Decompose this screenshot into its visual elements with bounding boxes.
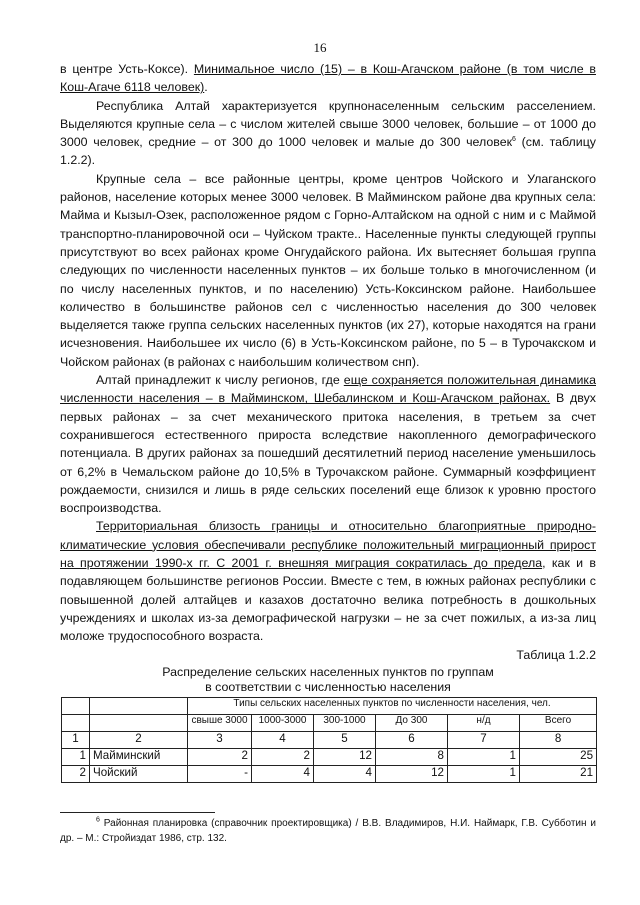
col-number: 2 — [90, 732, 188, 749]
col-header: До 300 — [376, 715, 448, 732]
p4-underlined-text: еще сохраняется положительная динамика численности населения – в Майминском, Шебалинском и Кош-Агачском районах. — [60, 373, 596, 406]
col-number: 7 — [448, 732, 520, 749]
district-name: Чойский — [90, 766, 188, 783]
col-header: свыше 3000 — [188, 715, 252, 732]
table-title-line-2: в соответствии с численностью населения — [205, 680, 451, 694]
footnote — [60, 816, 596, 846]
header-cell-empty — [62, 698, 90, 715]
settlements-table — [61, 697, 597, 783]
table-cell: 21 — [520, 766, 597, 783]
table-cell: 2 — [252, 749, 314, 766]
header-cell-empty — [90, 715, 188, 732]
table-header-row — [62, 698, 597, 715]
row-number: 2 — [62, 766, 90, 783]
district-name: Майминский — [90, 749, 188, 766]
footnote-text: Районная планировка (справочник проектировщика) / В.В. Владимиров, Н.И. Наймарк, Г.В. Субботин и др. – М.: Стройиздат 1986, стр. 132. — [60, 818, 596, 844]
header-cell-empty — [62, 715, 90, 732]
table-cell: 12 — [314, 749, 376, 766]
paragraph-5 — [60, 517, 596, 645]
col-number: 5 — [314, 732, 376, 749]
footnote-number: 6 — [96, 816, 100, 824]
paragraph-2 — [60, 97, 596, 170]
col-number: 1 — [62, 732, 90, 749]
paragraph-4 — [60, 371, 596, 517]
col-number: 8 — [520, 732, 597, 749]
table-subheader-row — [62, 715, 597, 732]
p5-underlined-text: Территориальная близость границы и относительно благоприятные природно-климатические условия обеспечивали республике положительный миграционный прирост на протяжении 1990-х гг. С 2001 г. внешняя миграция сократилась до предела — [60, 519, 596, 571]
p1-text-end: . — [204, 80, 208, 95]
table-row — [62, 749, 597, 766]
table-title — [60, 665, 596, 695]
col-number: 3 — [188, 732, 252, 749]
col-number: 4 — [252, 732, 314, 749]
table-cell: - — [188, 766, 252, 783]
p2-text-end: (см. таблицу 1.2.2). — [60, 135, 596, 168]
footnote-divider — [60, 812, 215, 813]
table-cell: 12 — [376, 766, 448, 783]
col-number: 6 — [376, 732, 448, 749]
row-number: 1 — [62, 749, 90, 766]
header-cell-empty — [90, 698, 188, 715]
p1-text: в центре Усть-Коксе). — [60, 62, 194, 76]
main-text — [60, 60, 596, 646]
col-header: 300-1000 — [314, 715, 376, 732]
table-title-line-1: Распределение сельских населенных пунктов по группам — [162, 665, 494, 679]
p4-text-end: В двух первых районах – за счет механического притока населения, в третьем за счет сохранившегося естественного прироста вследствие накопленного демографического потенциала. В других районах за пошедший десятилетний период население уменьшилось от 6,2% в Чемальском районе до 10,5% в Турочакском районе. Суммарный коэффициент рождаемости, снизился и лишь в ряде сельских поселений еще близок к уровню простого воспроизводства. — [60, 391, 596, 516]
table-cell: 4 — [252, 766, 314, 783]
footnote-ref: 6 — [512, 136, 516, 144]
table-row — [62, 766, 597, 783]
table-cell: 1 — [448, 749, 520, 766]
column-numbers-row — [62, 732, 597, 749]
table-cell: 25 — [520, 749, 597, 766]
table-cell: 2 — [188, 749, 252, 766]
paragraph-1 — [60, 60, 596, 97]
group-header: Типы сельских населенных пунктов по численности населения, чел. — [188, 698, 597, 715]
table-label: Таблица 1.2.2 — [516, 648, 596, 662]
table-cell: 1 — [448, 766, 520, 783]
col-header: 1000-3000 — [252, 715, 314, 732]
table-cell: 4 — [314, 766, 376, 783]
col-header: н/д — [448, 715, 520, 732]
table-cell: 8 — [376, 749, 448, 766]
page-number: 16 — [313, 40, 327, 55]
p2-text: Республика Алтай характеризуется крупнонаселенным сельским расселением. Выделяются крупные села – с числом жителей свыше 3000 человек, большие – от 1000 до 3000 человек, средние – от 300 до 1000 человек и малые до 300 человек — [60, 98, 596, 150]
p4-text: Алтай принадлежит к числу регионов, где — [96, 373, 344, 388]
p1-underlined-text: Минимальное число (15) – в Кош-Агачском районе (в том числе в Кош-Агаче 6118 человек) — [60, 62, 596, 95]
col-header: Всего — [520, 715, 597, 732]
p5-text-end: , как и в подавляющем большинстве регионов России. Вместе с тем, в южных районах республики с повышенной долей алтайцев и казахов достаточно велика потребность в дошкольных учреждениях и школах из-за демографической нагрузки – не за счет пожилых, а из-за лиц моложе трудоспособного возраста. — [60, 556, 596, 644]
paragraph-3: Крупные села – все районные центры, кроме центров Чойского и Улаганского районов, население которых менее 3000 человек. В Майминском районе два крупных села: Майма и Кызыл-Озек, расположенное рядом с Горно-Алтайском на одной с ним и с Маймой транспортно-планировочной оси – Чуйском тракте.. Населенные пункты следующей группы присутствуют во всех районах кроме Онгудайского района. Их вытесняет большая группа следующих по численности населенных пунктов – их больше только в многочисленном (и по числу населенных пунктов, и по населению) Усть-Коксинском районе. Наибольшее количество в большинстве районов сел с численностью населения до 300 человек выделяется также группа сельских населенных пунктов (их 27), которые находятся на грани исчезновения. Наибольшее их число (6) в Усть-Коксинском районе, по 5 – в Турочакском и Чойском районах (в районах с наибольшим количеством снп). — [60, 171, 596, 369]
